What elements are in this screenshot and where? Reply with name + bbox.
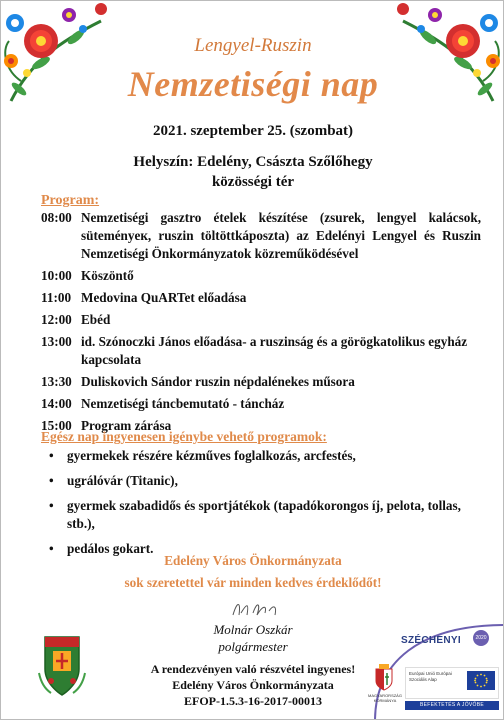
free-entry-note: A rendezvényen való részvétel ingyenes! [150, 662, 356, 676]
schedule-desc: Nemzetiségi gasztro ételek készítése (zsurek, lengyel kalácsok, süteményeк, ruszin töltöttkáposzta) az Edelényi Lengyel és Ruszin Nemzetiségi Önkormányzatok közreműködésével [81, 210, 481, 261]
event-venue [1, 152, 504, 192]
schedule-desc: id. Szónoczki János előadása- a ruszinság és a görögkatolikus egyház kapcsolata [81, 334, 468, 367]
event-date: 2021. szeptember 25. (szombat) [152, 123, 354, 139]
list-item: • gyermek szabadidős és sportjátékok (tapadókorongos íj, pelota, tollas, stb.), [49, 497, 469, 533]
eu-flag-icon [467, 671, 495, 690]
organizer-line: Edelény Város Önkormányzata [164, 553, 342, 568]
schedule-time: 11:00 [41, 290, 72, 305]
list-item: • gyermekek részére kézműves foglalkozás, arcfestés, [49, 447, 469, 465]
hungary-gov-label: MAGYARORSZÁG KORMÁNYA [368, 693, 402, 703]
schedule-desc: Duliskovich Sándor ruszin népdalénekes műsora [81, 374, 355, 389]
schedule-time: 15:00 [41, 418, 72, 433]
schedule-time: 13:30 [41, 374, 72, 389]
schedule-desc: Program zárása [81, 418, 172, 433]
program-heading: Program: [41, 193, 100, 208]
list-item: • pedálos gokart. [49, 540, 469, 558]
schedule-time: 13:00 [41, 334, 72, 349]
szechenyi-label: SZÉCHENYI [401, 635, 461, 646]
footer-organizer: Edelény Város Önkormányzata [172, 678, 334, 692]
schedule-desc: Nemzetiségi táncbemutató - táncház [81, 396, 285, 411]
schedule-desc: Ebéd [81, 312, 111, 327]
venue-line-2: közösségi tér [211, 174, 295, 190]
invitation-line: sok szeretettel vár minden kedves érdeklődőt! [124, 575, 382, 590]
invest-future-bar: BEFEKTETÉS A JÖVŐBE [405, 701, 499, 710]
town-coat-of-arms-icon [37, 633, 87, 699]
allday-list [49, 447, 469, 565]
schedule-desc: Medovina QuARTet előadása [81, 290, 247, 305]
schedule-time: 10:00 [41, 268, 72, 283]
allday-heading: Egész nap ingyenesen igénybe vehető programok: [41, 429, 327, 444]
funding-badge [368, 621, 504, 720]
program-schedule [41, 209, 481, 439]
schedule-time: 12:00 [41, 312, 72, 327]
signer-name: Molnár Oszkár [213, 622, 293, 637]
event-title: Nemzetiségi nap [127, 64, 379, 104]
schedule-row [41, 289, 481, 307]
hungary-crest-icon [373, 663, 395, 691]
schedule-row [41, 333, 481, 369]
schedule-time: 08:00 [41, 210, 72, 225]
schedule-desc: Köszöntő [81, 268, 134, 283]
event-subtitle: Lengyel-Ruszin [194, 35, 312, 56]
footer-block [121, 661, 385, 709]
schedule-time: 14:00 [41, 396, 72, 411]
schedule-row [41, 373, 481, 391]
szechenyi-year: 2020 [473, 630, 489, 646]
schedule-row [41, 395, 481, 413]
schedule-row [41, 267, 481, 285]
schedule-row [41, 209, 481, 263]
eu-funding-text: Európai Unió Európai Szociális Alap [409, 671, 452, 682]
list-item: • ugrálóvár (Titanic), [49, 472, 469, 490]
project-code: EFOP-1.5.3-16-2017-00013 [184, 694, 322, 708]
schedule-row [41, 311, 481, 329]
signer-role: polgármester [218, 639, 288, 654]
handwritten-signature [227, 595, 287, 623]
venue-line-1: Helyszín: Edelény, Császta Szőlőhegy [133, 154, 373, 170]
eu-funding-box [405, 667, 499, 699]
